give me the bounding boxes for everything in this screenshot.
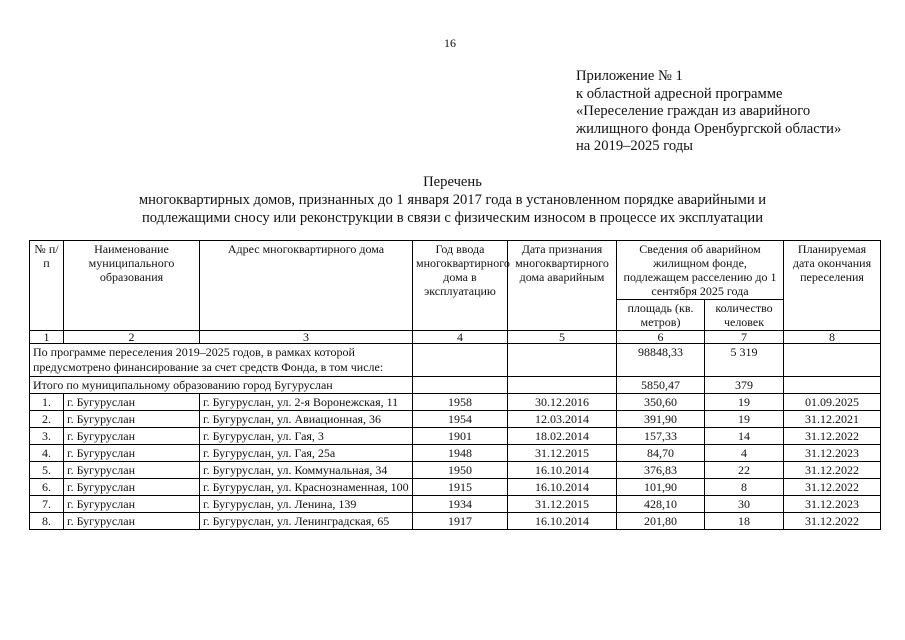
row-year: 1934 xyxy=(413,496,508,513)
row-date: 16.10.2014 xyxy=(508,479,617,496)
row-date: 12.03.2014 xyxy=(508,411,617,428)
row-year: 1958 xyxy=(413,394,508,411)
table-row xyxy=(30,462,881,479)
header-num: № п/п xyxy=(30,241,64,331)
row-num: 1. xyxy=(30,394,64,411)
municipal-total-people: 379 xyxy=(705,377,784,394)
row-municipality: г. Бугуруслан xyxy=(64,479,200,496)
row-people: 8 xyxy=(705,479,784,496)
row-num: 6. xyxy=(30,479,64,496)
row-area: 157,33 xyxy=(617,428,705,445)
row-date: 31.12.2015 xyxy=(508,496,617,513)
header-address: Адрес многоквартирного дома xyxy=(200,241,413,331)
row-year: 1950 xyxy=(413,462,508,479)
row-area: 201,80 xyxy=(617,513,705,530)
row-date: 16.10.2014 xyxy=(508,462,617,479)
appendix-line: Приложение № 1 xyxy=(576,68,683,84)
row-people: 4 xyxy=(705,445,784,462)
row-people: 19 xyxy=(705,411,784,428)
program-total-area: 98848,33 xyxy=(617,344,705,377)
row-area: 428,10 xyxy=(617,496,705,513)
row-num: 3. xyxy=(30,428,64,445)
row-planned: 31.12.2023 xyxy=(784,496,881,513)
row-municipality: г. Бугуруслан xyxy=(64,513,200,530)
row-people: 18 xyxy=(705,513,784,530)
row-planned: 31.12.2022 xyxy=(784,428,881,445)
row-planned: 31.12.2021 xyxy=(784,411,881,428)
row-address: г. Бугуруслан, ул. Авиационная, 36 xyxy=(200,411,413,428)
row-date: 30.12.2016 xyxy=(508,394,617,411)
row-year: 1917 xyxy=(413,513,508,530)
row-date: 31.12.2015 xyxy=(508,445,617,462)
row-address: г. Бугуруслан, ул. 2-я Воронежская, 11 xyxy=(200,394,413,411)
header-planned: Планируемая дата окончания переселения xyxy=(784,241,881,331)
row-address: г. Бугуруслан, ул. Коммунальная, 34 xyxy=(200,462,413,479)
row-num: 4. xyxy=(30,445,64,462)
row-people: 14 xyxy=(705,428,784,445)
col-number: 1 xyxy=(30,331,64,344)
row-municipality: г. Бугуруслан xyxy=(64,394,200,411)
appendix-header xyxy=(576,68,841,156)
row-area: 376,83 xyxy=(617,462,705,479)
row-date: 16.10.2014 xyxy=(508,513,617,530)
table-row xyxy=(30,394,881,411)
row-year: 1954 xyxy=(413,411,508,428)
header-area: площадь (кв. метров) xyxy=(617,300,705,331)
col-number: 5 xyxy=(508,331,617,344)
header-year: Год ввода многоквартирного дома в эксплуатацию xyxy=(413,241,508,331)
col-number: 8 xyxy=(784,331,881,344)
col-number: 7 xyxy=(705,331,784,344)
row-area: 391,90 xyxy=(617,411,705,428)
row-people: 19 xyxy=(705,394,784,411)
row-municipality: г. Бугуруслан xyxy=(64,411,200,428)
appendix-line: к областной адресной программе xyxy=(576,85,783,102)
row-area: 84,70 xyxy=(617,445,705,462)
program-total-people: 5 319 xyxy=(705,344,784,377)
page-number: 16 xyxy=(444,36,456,50)
header-info: Сведения об аварийном жилищном фонде, подлежащем расселению до 1 сентября 2025 года xyxy=(617,241,784,300)
empty-cell xyxy=(413,344,508,377)
row-planned: 31.12.2023 xyxy=(784,445,881,462)
header-municipality: Наименование муниципального образования xyxy=(64,241,200,331)
document-title xyxy=(0,173,905,227)
empty-cell xyxy=(784,344,881,377)
table-row xyxy=(30,445,881,462)
table-header-row xyxy=(30,241,881,300)
row-area: 350,60 xyxy=(617,394,705,411)
empty-cell xyxy=(784,377,881,394)
appendix-line: жилищного фонда Оренбургской области» xyxy=(576,120,842,137)
row-address: г. Бугуруслан, ул. Ленина, 139 xyxy=(200,496,413,513)
appendix-line: на 2019–2025 годы xyxy=(576,138,693,154)
municipal-total-area: 5850,47 xyxy=(617,377,705,394)
table-row xyxy=(30,411,881,428)
col-number: 3 xyxy=(200,331,413,344)
row-num: 8. xyxy=(30,513,64,530)
empty-cell xyxy=(413,377,508,394)
program-total-row xyxy=(30,344,881,377)
row-people: 30 xyxy=(705,496,784,513)
header-date: Дата признания многоквартирного дома аварийным xyxy=(508,241,617,331)
row-num: 2. xyxy=(30,411,64,428)
row-planned: 31.12.2022 xyxy=(784,479,881,496)
municipal-total-label: Итого по муниципальному образованию город Бугуруслан xyxy=(30,377,413,394)
row-municipality: г. Бугуруслан xyxy=(64,462,200,479)
table-row xyxy=(30,428,881,445)
row-planned: 31.12.2022 xyxy=(784,513,881,530)
row-municipality: г. Бугуруслан xyxy=(64,496,200,513)
row-num: 5. xyxy=(30,462,64,479)
row-planned: 01.09.2025 xyxy=(784,394,881,411)
row-address: г. Бугуруслан, ул. Гая, 3 xyxy=(200,428,413,445)
row-year: 1915 xyxy=(413,479,508,496)
program-total-label: По программе переселения 2019–2025 годов, в рамках которой предусмотрено финансирование за счет средств Фонда, в том числе: xyxy=(30,344,413,377)
col-number: 2 xyxy=(64,331,200,344)
row-address: г. Бугуруслан, ул. Гая, 25а xyxy=(200,445,413,462)
table-row xyxy=(30,513,881,530)
row-address: г. Бугуруслан, ул. Краснознаменная, 100 xyxy=(200,479,413,496)
table-row xyxy=(30,496,881,513)
row-municipality: г. Бугуруслан xyxy=(64,428,200,445)
title-line: Перечень xyxy=(423,174,482,190)
row-date: 18.02.2014 xyxy=(508,428,617,445)
title-line: подлежащими сносу или реконструкции в связи с физическим износом в процессе их эксплуатации xyxy=(141,210,764,226)
title-line: многоквартирных домов, признанных до 1 января 2017 года в установленном порядке аварийными и xyxy=(138,192,767,208)
header-people: количество человек xyxy=(705,300,784,331)
row-year: 1901 xyxy=(413,428,508,445)
col-number: 6 xyxy=(617,331,705,344)
row-address: г. Бугуруслан, ул. Ленинградская, 65 xyxy=(200,513,413,530)
row-people: 22 xyxy=(705,462,784,479)
row-planned: 31.12.2022 xyxy=(784,462,881,479)
table-row xyxy=(30,479,881,496)
row-area: 101,90 xyxy=(617,479,705,496)
housing-table xyxy=(29,240,881,530)
col-number: 4 xyxy=(413,331,508,344)
empty-cell xyxy=(508,344,617,377)
row-num: 7. xyxy=(30,496,64,513)
appendix-line: «Переселение граждан из аварийного xyxy=(576,103,811,119)
row-year: 1948 xyxy=(413,445,508,462)
column-numbers-row xyxy=(30,331,881,344)
municipal-total-row xyxy=(30,377,881,394)
row-municipality: г. Бугуруслан xyxy=(64,445,200,462)
empty-cell xyxy=(508,377,617,394)
